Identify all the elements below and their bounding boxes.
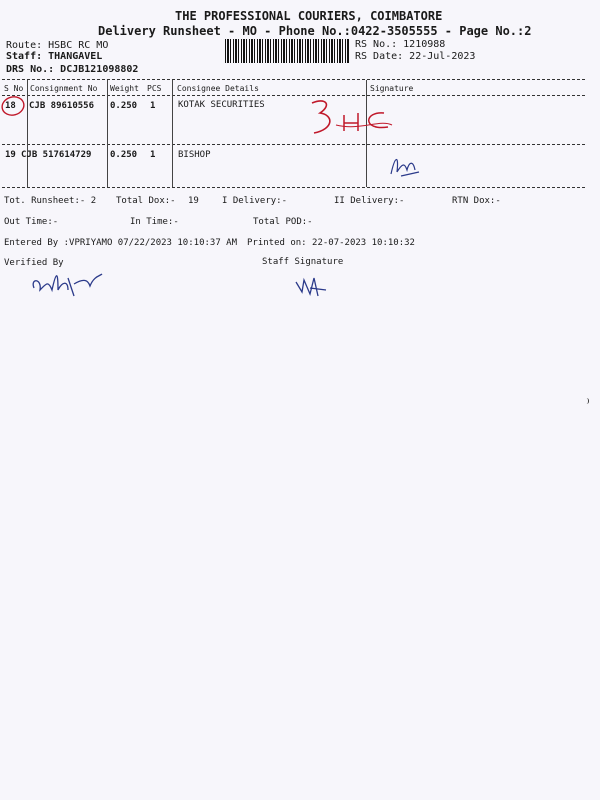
entered-by: Entered By :VPRIYAMO 07/22/2023 10:10:37 AM [4,238,237,248]
rtn-dox: RTN Dox:- [452,196,501,206]
printed-on: Printed on: 22-07-2023 10:10:32 [247,238,415,248]
row-sno: 19 [5,150,16,160]
i-delivery: I Delivery:- [222,196,288,206]
red-circle-mark [0,90,30,120]
row-pcs: 1 [150,101,156,111]
header-bottom-rule [2,95,585,96]
row-consignee: KOTAK SECURITIES [178,100,265,110]
row-consignment: CJB 517614729 [21,150,92,160]
row-consignment: CJB 89610556 [29,101,95,111]
total-pod: Total POD:- [253,217,313,227]
row-consignee: BISHOP [178,150,211,160]
total-dox-label: Total Dox:- [116,196,176,206]
runsheet-subtitle: Delivery Runsheet - MO - Phone No.:0422-3505555 - Page No.:2 [98,24,532,38]
col-divider [107,80,108,187]
col-header-consignment: Consignment No [30,84,98,93]
row-sno: 18 [5,101,16,111]
route-label: Route: HSBC RC MO [6,40,109,51]
total-dox-value: 19 [188,196,199,206]
staff-label: Staff: THANGAVEL [6,51,103,62]
rs-number: RS No.: 1210988 [355,39,446,50]
row-weight: 0.250 [110,150,138,160]
table-bottom-rule [2,187,585,188]
verifier-signature [28,266,108,300]
staff-signature-mark [292,268,332,302]
row-pcs: 1 [150,150,156,160]
col-header-consignee: Consignee Details [177,84,259,93]
total-runsheet: Tot. Runsheet:- 2 [4,196,97,206]
handwritten-annotation [300,95,410,145]
col-divider [172,80,173,187]
col-header-weight: Weight [110,84,139,93]
rs-date: RS Date: 22-Jul-2023 [355,51,476,62]
signature-mark [385,152,425,182]
scan-mark [584,398,589,404]
ii-delivery: II Delivery:- [334,196,405,206]
barcode [225,39,349,63]
staff-signature-label: Staff Signature [262,257,344,267]
col-header-pcs: PCS [147,84,162,93]
col-header-sno: S No [4,84,24,93]
col-header-signature: Signature [370,84,414,93]
in-time: In Time:- [130,217,179,227]
company-name: THE PROFESSIONAL COURIERS, COIMBATORE [175,9,443,23]
out-time: Out Time:- [4,217,59,227]
drs-number: DRS No.: DCJB121098802 [6,64,139,75]
table-top-rule [2,79,585,80]
verified-by-label: Verified By [4,258,64,268]
row-separator [2,144,585,145]
row-weight: 0.250 [110,101,138,111]
